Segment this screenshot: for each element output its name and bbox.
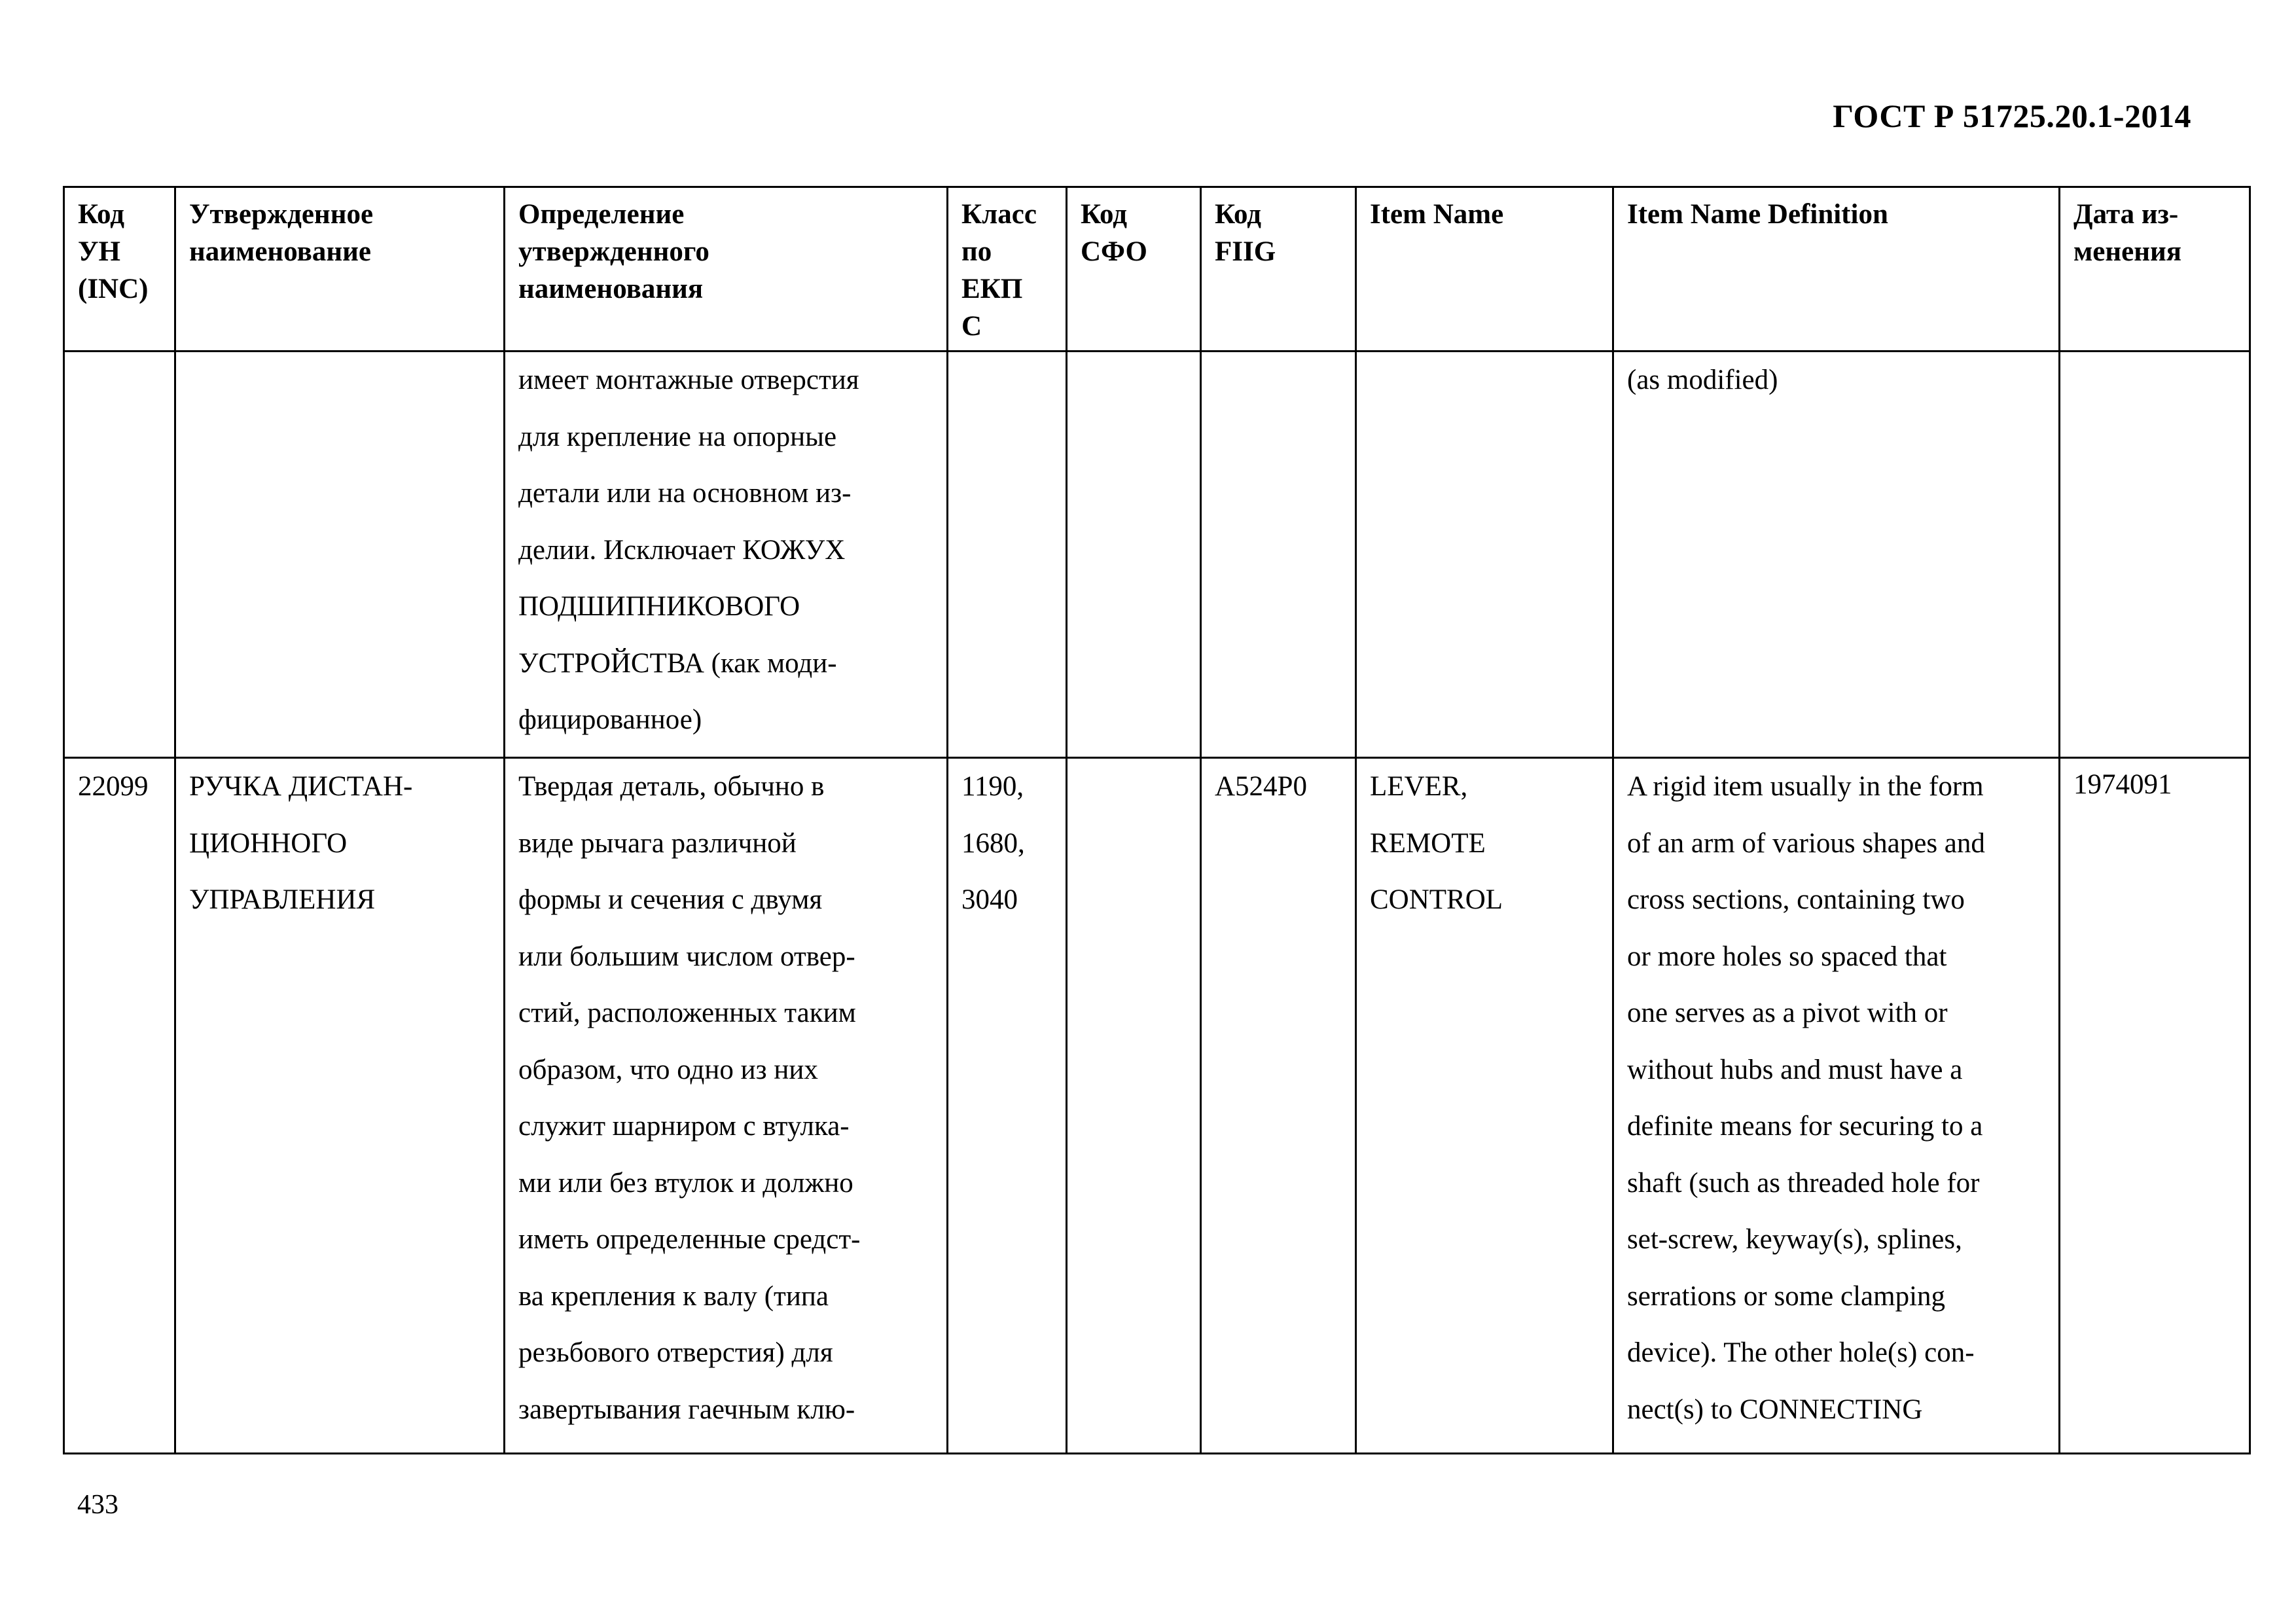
cell-class: 1190, 1680, 3040 — [948, 758, 1067, 1454]
cell-date — [2060, 352, 2250, 758]
col-header-approved-name: Утвержденное наименование — [175, 187, 505, 352]
catalog-table — [63, 186, 2251, 1454]
cell-item-name-definition: (as modified) — [1613, 352, 2060, 758]
table-header-row — [64, 187, 2250, 352]
col-header-item-name-definition: Item Name Definition — [1613, 187, 2060, 352]
table-row — [64, 758, 2250, 1454]
cell-fiig: A524P0 — [1201, 758, 1356, 1454]
col-header-inc: Код УН (INC) — [64, 187, 175, 352]
col-header-fiig: Код FIIG — [1201, 187, 1356, 352]
cell-item-name: LEVER, REMOTE CONTROL — [1356, 758, 1613, 1454]
cell-definition: имеет монтажные отверстия для крепление на опорные детали или на основном из- делии. Исключает КОЖУХ ПОДШИПНИКОВОГО УСТРОЙСТВА (как моди- фицированное) — [505, 352, 948, 758]
cell-item-name — [1356, 352, 1613, 758]
col-header-date: Дата из- менения — [2060, 187, 2250, 352]
col-header-sfo: Код СФО — [1067, 187, 1201, 352]
page-number: 433 — [77, 1490, 118, 1520]
cell-class — [948, 352, 1067, 758]
cell-inc — [64, 352, 175, 758]
cell-fiig — [1201, 352, 1356, 758]
document-code: ГОСТ Р 51725.20.1-2014 — [1833, 98, 2191, 134]
cell-approved-name — [175, 352, 505, 758]
col-header-class: Класс по ЕКП С — [948, 187, 1067, 352]
cell-definition: Твердая деталь, обычно в виде рычага различной формы и сечения с двумя или большим числом отвер- стий, расположенных таким образом, что одно из них служит шарниром с втулка- ми или без втулок и должно иметь определенные средст- ва крепления к валу (типа резьбового отверстия) для завертывания гаечным клю- — [505, 758, 948, 1454]
col-header-item-name: Item Name — [1356, 187, 1613, 352]
table-row — [64, 352, 2250, 758]
cell-approved-name: РУЧКА ДИСТАН- ЦИОННОГО УПРАВЛЕНИЯ — [175, 758, 505, 1454]
cell-item-name-definition: A rigid item usually in the form of an arm of various shapes and cross sections, containing two or more holes so spaced that one serves as a pivot with or without hubs and must have a definite means for securing to a shaft (such as threaded hole for set-screw, keyway(s), splines, serrations or some clamping device). The other hole(s) con- nect(s) to CONNECTING — [1613, 758, 2060, 1454]
cell-sfo — [1067, 758, 1201, 1454]
col-header-definition: Определение утвержденного наименования — [505, 187, 948, 352]
cell-sfo — [1067, 352, 1201, 758]
cell-inc: 22099 — [64, 758, 175, 1454]
cell-date: 1974091 — [2060, 758, 2250, 1454]
